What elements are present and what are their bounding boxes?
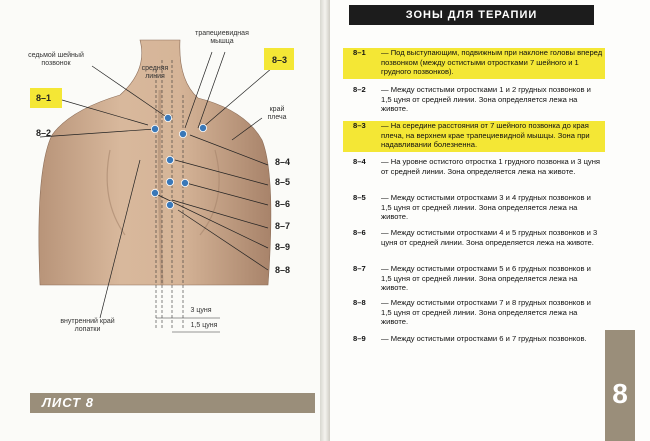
zone-label-8-2: 8–2 (36, 128, 52, 138)
zone-label-8-8: 8–8 (275, 265, 291, 275)
entry-text: — Между остистыми отростками 3 и 4 грудных позвонков и 1,5 цуня от средней линии. Зона определяется лежа на животе. (381, 193, 591, 222)
page-header: ЗОНЫ ДЛЯ ТЕРАПИИ (349, 5, 594, 25)
entry-number: 8–4 (353, 157, 366, 166)
entry-text: — Между остистыми отростками 6 и 7 грудных позвонков. (381, 334, 587, 343)
label-scapula-edge: внутренний край лопатки (60, 318, 115, 333)
entry-number: 8–1 (353, 48, 366, 57)
label-seventh-vertebra: седьмой шейный позвонок (28, 52, 84, 67)
zone-label-8-9: 8–9 (275, 242, 291, 252)
entry-8-9 (343, 334, 605, 365)
label-dist-15: 1,5 цуня (190, 322, 218, 329)
label-shoulder-edge: край плеча (267, 106, 287, 121)
zone-label-8-7: 8–7 (275, 221, 291, 231)
page-number: 8 (612, 378, 628, 409)
label-trapezius: трапециевидная мышца (195, 30, 249, 45)
entry-8-5 (343, 193, 605, 224)
zone-label-8-5: 8–5 (275, 177, 291, 187)
entry-text: — Под выступающим, подвижным при наклоне головы вперед позвонком (между остистыми отростками 7 шейного и 1 грудного позвонков). (381, 48, 603, 77)
zone-label-8-4: 8–4 (275, 157, 291, 167)
label-midline: средняя линия (141, 65, 169, 80)
zone-label-8-6: 8–6 (275, 199, 291, 209)
zone-label-8-3: 8–3 (272, 55, 288, 65)
label-dist-3: 3 цуня (190, 307, 212, 314)
entry-8-3 (343, 121, 605, 152)
entry-number: 8–6 (353, 228, 366, 237)
entry-text: — Между остистыми отростками 5 и 6 грудных позвонков и 1,5 цуня от средней линии. Зона определяется лежа на животе. (381, 264, 591, 293)
sheet-title: ЛИСТ 8 (42, 395, 94, 410)
entry-8-8 (343, 298, 605, 329)
entry-text: — Между остистыми отростками 1 и 2 грудных позвонков и 1,5 цуня от средней линии. Зона определяется лежа на животе. (381, 85, 591, 114)
page-number-tab (605, 330, 635, 441)
entry-number: 8–3 (353, 121, 366, 130)
entry-8-2 (343, 85, 605, 116)
entry-number: 8–9 (353, 334, 366, 343)
entry-8-1 (343, 48, 605, 79)
entry-number: 8–2 (353, 85, 366, 94)
entry-text: — На середине расстояния от 7 шейного позвонка до края плеча, на верхнем крае трапециевидной мышцы. Зона при надавливании болезненна. (381, 121, 590, 150)
entry-text: — Между остистыми отростками 7 и 8 грудных позвонков и 1,5 цуня от средней линии. Зона определяется лежа на животе. (381, 298, 591, 327)
entry-8-7 (343, 264, 605, 295)
entry-8-6 (343, 228, 605, 259)
zone-label-8-1: 8–1 (36, 93, 52, 103)
entry-number: 8–8 (353, 298, 366, 307)
entry-text: — Между остистыми отростками 4 и 5 грудных позвонков и 3 цуня от средней линии. Зона определяется лежа на животе. (381, 228, 598, 247)
entry-8-4 (343, 157, 605, 188)
entry-text: — На уровне остистого отростка 1 грудного позвонка и 3 цуня от средней линии. Зона определяется лежа на животе. (381, 157, 601, 176)
entry-number: 8–7 (353, 264, 366, 273)
entry-number: 8–5 (353, 193, 366, 202)
